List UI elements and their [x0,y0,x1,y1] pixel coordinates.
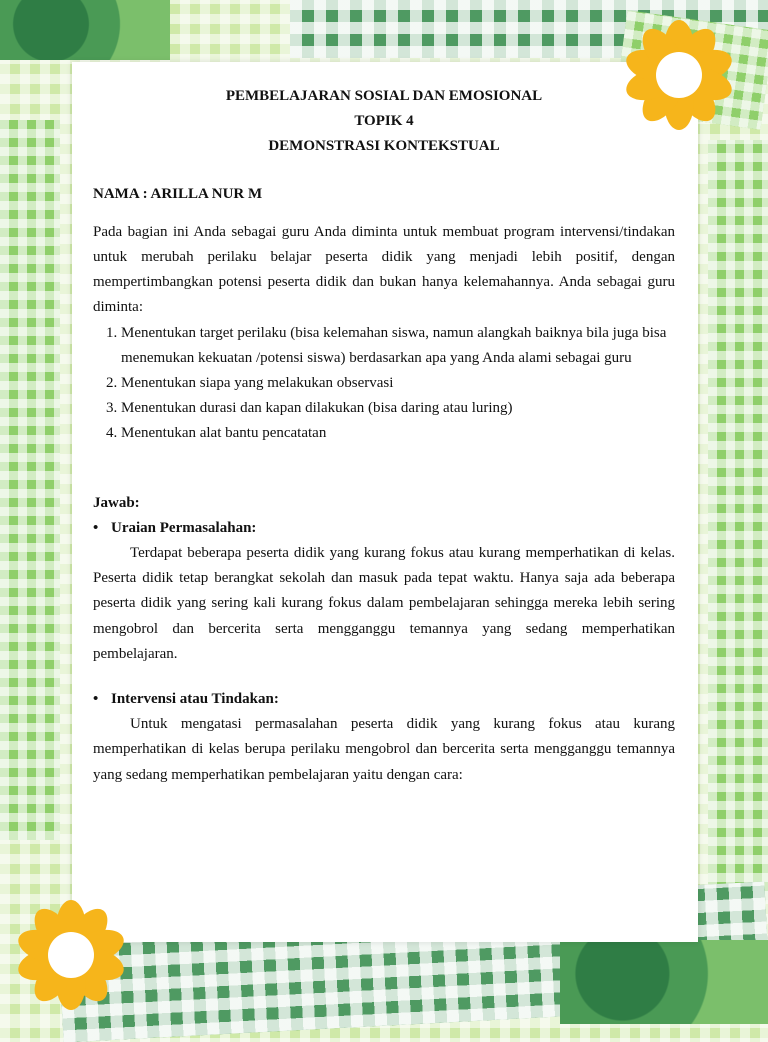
gingham-strip-right [708,140,768,900]
document-body [93,84,675,788]
student-name: NAMA : ARILLA NUR M [93,185,263,202]
intro-paragraph: Pada bagian ini Anda sebagai guru Anda diminta untuk membuat program intervensi/tindakan untuk merubah perilaku belajar peserta didik yang menjadi lebih positif, dengan mempertimbangkan potensi peserta didik dan bukan hanya kelemahannya. Anda sebagai guru diminta: [93,223,675,316]
topic-label: TOPIK 4 [354,113,414,130]
leaf-decoration-top-left [0,0,170,60]
answer-label: Jawab: [93,494,140,511]
section-heading-problem: • Uraian Permasalahan: [93,516,675,541]
document-title: PEMBELAJARAN SOSIAL DAN EMOSIONAL [225,88,543,104]
list-item: 1. Menentukan target perilaku (bisa kelemahan siswa, namun alangkah baiknya bila juga bisa menemukan kekuatan /potensi siswa) berdasarkan apa yang Anda alami sebagai guru [121,321,675,371]
list-item: 2. Menentukan siapa yang melakukan observasi [121,371,675,396]
list-item: 4. Menentukan alat bantu pencatatan [121,421,675,446]
section-heading-intervention: • Intervensi atau Tindakan: [93,687,675,712]
task-list [93,321,675,447]
document-subtitle: DEMONSTRASI KONTEKSTUAL [268,138,500,155]
gingham-strip-left [0,120,60,840]
section-body-intervention: Untuk mengatasi permasalahan peserta didik yang kurang fokus atau kurang memperhatikan di kelas berupa perilaku mengobrol dan bercerita serta mengganggu temannya yang sedang memperhatikan pembelajaran yaitu dengan cara: [93,716,675,783]
section-body-problem: Terdapat beberapa peserta didik yang kurang fokus atau kurang memperhatikan di kelas. Peserta didik tetap berangkat sekolah dan masuk pada tepat waktu. Hanya saja ada beberapa peserta didik yang sering kali kurang fokus dalam pembelajaran sehingga mereka lebih sering mengobrol dan bercerita serta mengganggu temannya yang sedang memperhatikan pembelajaran. [93,545,675,662]
leaf-decoration-bottom-right [560,940,768,1024]
list-item: 3. Menentukan durasi dan kapan dilakukan (bisa daring atau luring) [121,396,675,421]
flower-icon [16,900,126,1010]
